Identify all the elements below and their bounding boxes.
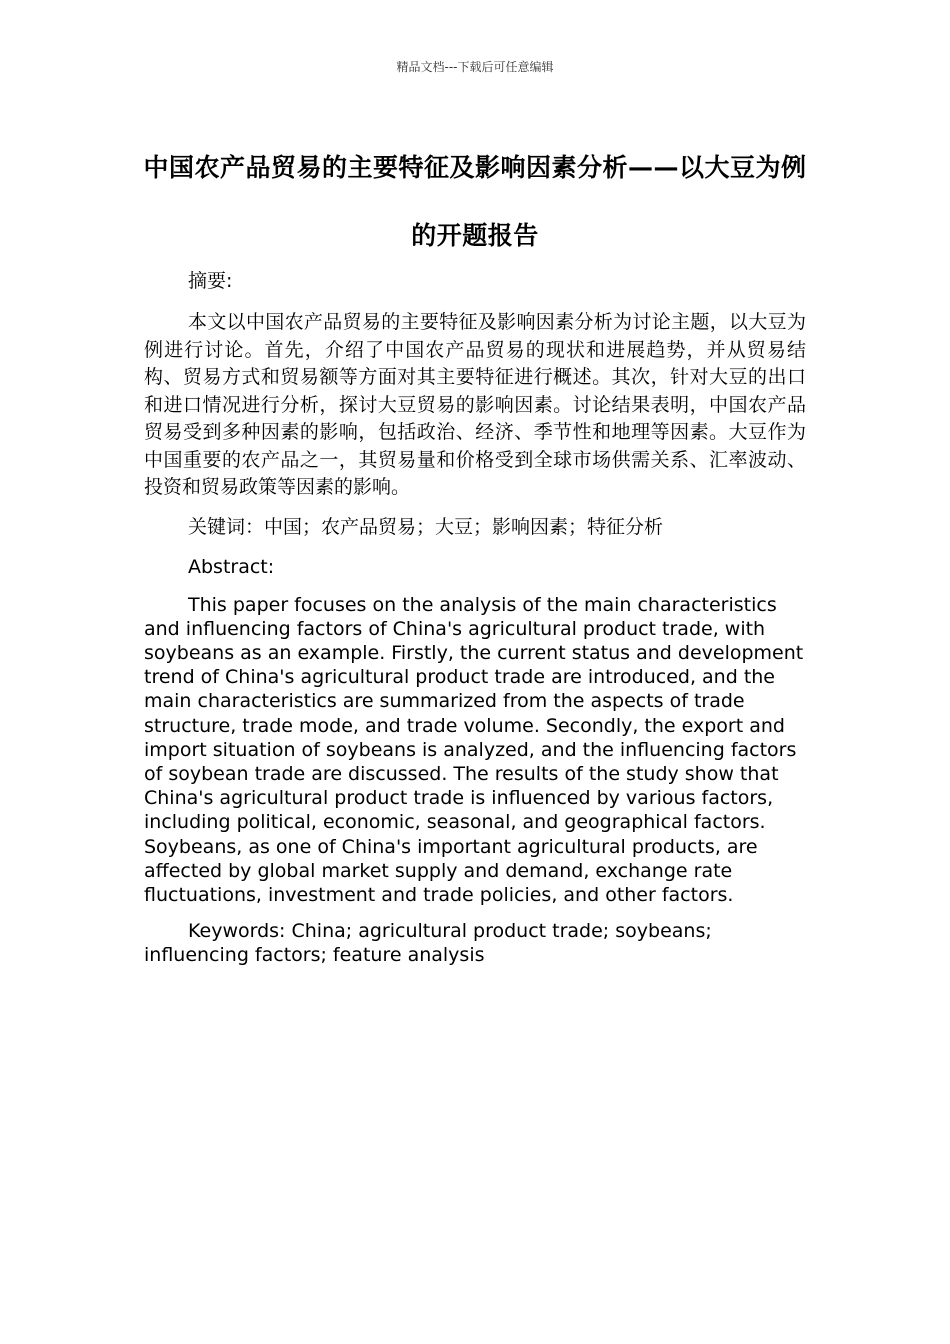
abstract-cn-body: 本文以中国农产品贸易的主要特征及影响因素分析为讨论主题，以大豆为例进行讨论。首先，介绍了中国农产品贸易的现状和进展趋势，并从贸易结构、贸易方式和贸易额等方面对其主要特征进行概述。其次，针对大豆的出口和进口情况进行分析，探讨大豆贸易的影响因素。讨论结果表明，中国农产品贸易受到多种因素的影响，包括政治、经济、季节性和地理等因素。大豆作为中国重要的农产品之一，其贸易量和价格受到全球市场供需关系、汇率波动、投资和贸易政策等因素的影响。	[144, 311, 806, 498]
document-title: 中国农产品贸易的主要特征及影响因素分析——以大豆为例的开题报告	[143, 153, 807, 250]
abstract-en-body: This paper focuses on the analysis of the main characteristics and influencing factors of China's agricultural product trade, with soybeans as an example. Firstly, the current status and development trend of China's agricultural product trade are introduced, and the main characteristics are summarized from the aspects of trade structure, trade mode, and trade volume. Secondly, the export and import situation of soybeans is analyzed, and the influencing factors of soybean trade are discussed. The results of the study show that China's agricultural product trade is influenced by various factors, including political, economic, seasonal, and geographical factors. Soybeans, as one of China's important agricultural products, are affected by global market supply and demand, exchange rate fluctuations, investment and trade policies, and other factors.	[144, 593, 804, 906]
keywords-cn: 关键词：中国；农产品贸易；大豆；影响因素；特征分析	[188, 515, 664, 538]
keywords-en: Keywords: China; agricultural product trade; soybeans; influencing factors; feature analysis	[144, 920, 712, 967]
abstract-en-label: Abstract:	[188, 555, 275, 578]
abstract-cn-label: 摘要:	[188, 270, 233, 292]
header-note: 精品文档---下载后可任意编辑	[396, 60, 554, 74]
document-body	[144, 268, 806, 980]
